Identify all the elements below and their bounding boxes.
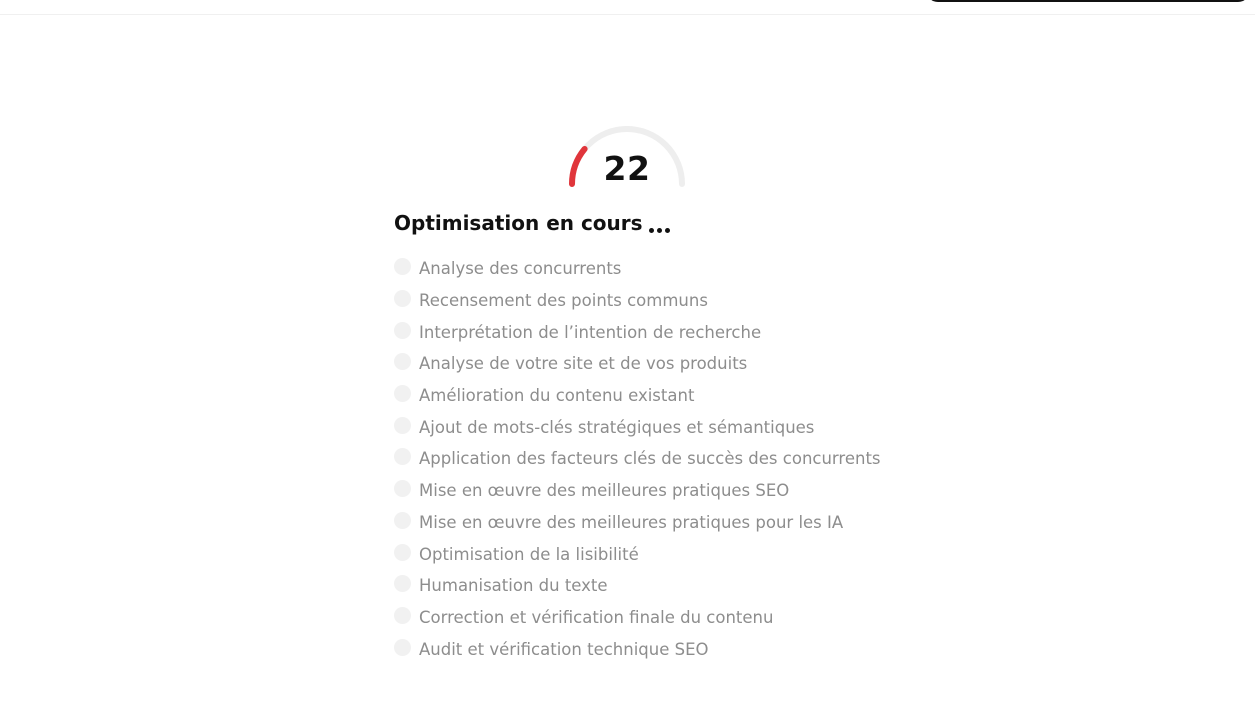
step-item bbox=[394, 570, 881, 602]
step-status-icon bbox=[394, 322, 411, 339]
step-label: Mise en œuvre des meilleures pratiques pour les IA bbox=[419, 512, 844, 532]
step-item bbox=[394, 602, 881, 634]
step-label: Recensement des points communs bbox=[419, 291, 708, 311]
step-item bbox=[394, 253, 881, 285]
step-item bbox=[394, 443, 881, 475]
step-item bbox=[394, 538, 881, 570]
step-label: Application des facteurs clés de succès des concurrents bbox=[419, 449, 881, 469]
gauge-value: 22 bbox=[603, 149, 651, 188]
step-item bbox=[394, 316, 881, 348]
step-status-icon bbox=[394, 258, 411, 275]
step-item bbox=[394, 380, 881, 412]
step-status-icon bbox=[394, 639, 411, 656]
step-status-icon bbox=[394, 607, 411, 624]
step-item bbox=[394, 411, 881, 443]
step-status-icon bbox=[394, 417, 411, 434]
step-label: Correction et vérification finale du contenu bbox=[419, 607, 774, 627]
step-status-icon bbox=[394, 353, 411, 370]
step-label: Mise en œuvre des meilleures pratiques SEO bbox=[419, 481, 790, 501]
status-heading bbox=[394, 211, 673, 237]
step-label: Analyse de votre site et de vos produits bbox=[419, 354, 748, 374]
step-label: Audit et vérification technique SEO bbox=[419, 639, 709, 659]
step-status-icon bbox=[394, 544, 411, 561]
steps-list bbox=[394, 253, 881, 665]
header-button[interactable] bbox=[926, 0, 1250, 2]
step-item bbox=[394, 475, 881, 507]
step-label: Optimisation de la lisibilité bbox=[419, 544, 639, 564]
step-item bbox=[394, 633, 881, 665]
step-status-icon bbox=[394, 448, 411, 465]
step-status-icon bbox=[394, 512, 411, 529]
step-status-icon bbox=[394, 480, 411, 497]
step-item bbox=[394, 348, 881, 380]
step-status-icon bbox=[394, 290, 411, 307]
step-label: Analyse des concurrents bbox=[419, 259, 622, 279]
loading-dots-icon bbox=[649, 213, 673, 237]
step-label: Ajout de mots-clés stratégiques et sémantiques bbox=[419, 417, 815, 437]
step-item bbox=[394, 285, 881, 317]
step-status-icon bbox=[394, 385, 411, 402]
step-label: Interprétation de l’intention de recherche bbox=[419, 322, 762, 342]
top-bar bbox=[0, 0, 1255, 15]
step-status-icon bbox=[394, 575, 411, 592]
status-title: Optimisation en cours bbox=[394, 211, 643, 235]
step-item bbox=[394, 507, 881, 539]
step-label: Humanisation du texte bbox=[419, 576, 608, 596]
step-label: Amélioration du contenu existant bbox=[419, 386, 695, 406]
progress-gauge bbox=[566, 120, 688, 190]
